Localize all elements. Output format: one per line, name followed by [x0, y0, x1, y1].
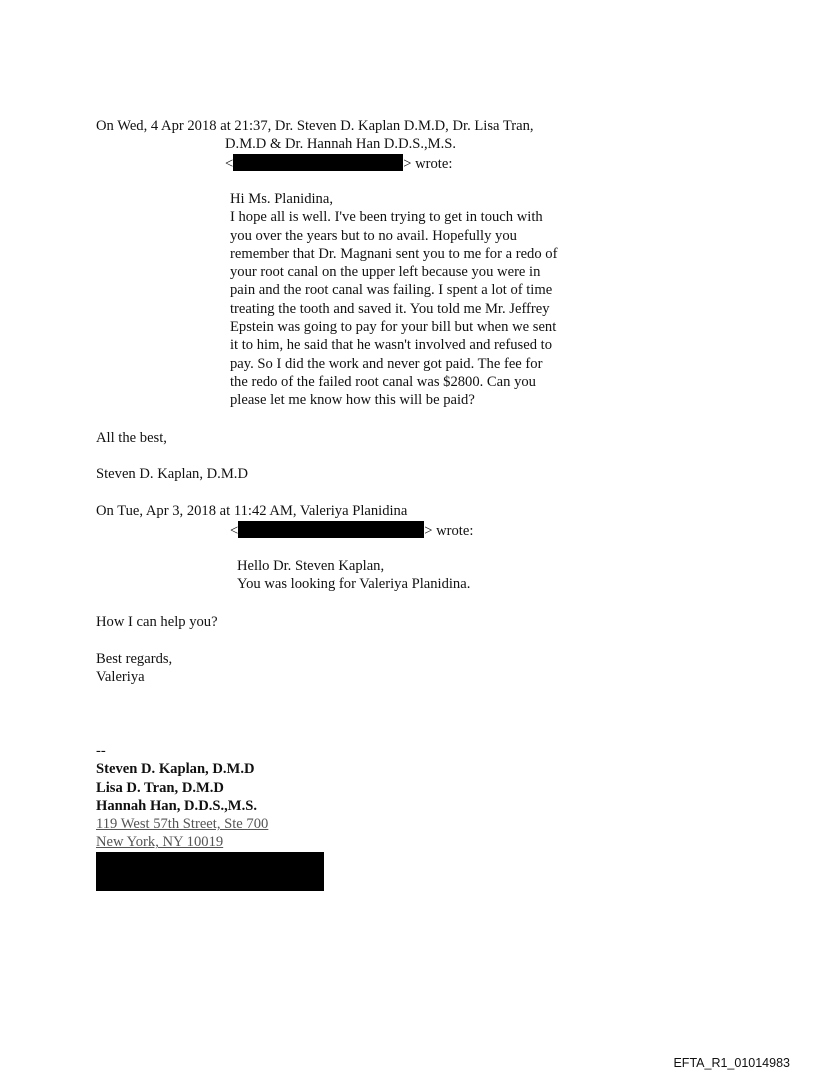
signature-name: Steven D. Kaplan, D.M.D: [96, 761, 255, 778]
quote1-body-line: treating the tooth and saved it. You told me Mr. Jeffrey: [230, 300, 550, 317]
quote1-body-line: pain and the root canal was failing. I spent a lot of time: [230, 282, 553, 299]
question: How I can help you?: [96, 614, 218, 630]
quote1-body-line: please let me know how this will be paid?: [230, 392, 475, 409]
quote1-body-line: it to him, he said that he wasn't involved and refused to: [230, 337, 553, 354]
signature-name: Hannah Han, D.D.S.,M.S.: [96, 797, 257, 814]
quote1-header-line2: D.M.D & Dr. Hannah Han D.D.S.,M.S.: [225, 136, 457, 152]
quote1-header-line1: On Wed, 4 Apr 2018 at 21:37, Dr. Steven D. Kaplan D.M.D, Dr. Lisa Tran,: [96, 118, 534, 134]
signoff-1: All the best,: [96, 430, 167, 446]
quote1-body-line: I hope all is well. I've been trying to get in touch with: [230, 209, 543, 226]
quote2-line: Hello Dr. Steven Kaplan,: [237, 558, 385, 574]
quote1-body-line: the redo of the failed root canal was $2800. Can you: [230, 373, 536, 390]
signature-block: [96, 742, 268, 852]
signer-1: Steven D. Kaplan, D.M.D: [96, 466, 248, 482]
email-open-bracket: <: [230, 523, 239, 539]
quote2-header-line1: On Tue, Apr 3, 2018 at 11:42 AM, Valeriya Planidina: [96, 503, 408, 519]
redacted-email: [233, 154, 403, 171]
address-link-line2[interactable]: New York, NY 10019: [96, 834, 224, 851]
quote1-greeting: Hi Ms. Planidina,: [230, 191, 333, 207]
quote1-body-line: Epstein was going to pay for your bill but when we sent: [230, 319, 557, 336]
quote2-line: You was looking for Valeriya Planidina.: [237, 576, 471, 593]
address-link-line1[interactable]: 119 West 57th Street, Ste 700: [96, 816, 269, 833]
email-wrote-label: > wrote:: [424, 523, 474, 539]
email-wrote-label: > wrote:: [403, 156, 453, 172]
quote2-email-line: [230, 521, 473, 540]
quote2-body: [237, 557, 470, 594]
redacted-email: [238, 521, 424, 538]
redacted-block: [96, 852, 324, 891]
quote1-body-line: remember that Dr. Magnani sent you to me for a redo of: [230, 245, 558, 262]
signoff-2: Best regards,: [96, 651, 173, 667]
email-open-bracket: <: [225, 156, 234, 172]
document-id: EFTA_R1_01014983: [673, 1056, 790, 1070]
signature-separator: --: [96, 743, 106, 759]
signer-2: Valeriya: [96, 669, 145, 685]
quote1-body-line: pay. So I did the work and never got paid. The fee for: [230, 355, 543, 372]
quote1-body: [230, 190, 557, 410]
quote1-email-line: [225, 154, 452, 173]
quote1-body-line: you over the years but to no avail. Hopefully you: [230, 227, 517, 244]
signature-name: Lisa D. Tran, D.M.D: [96, 779, 224, 796]
quote1-body-line: your root canal on the upper left because you were in: [230, 264, 541, 281]
